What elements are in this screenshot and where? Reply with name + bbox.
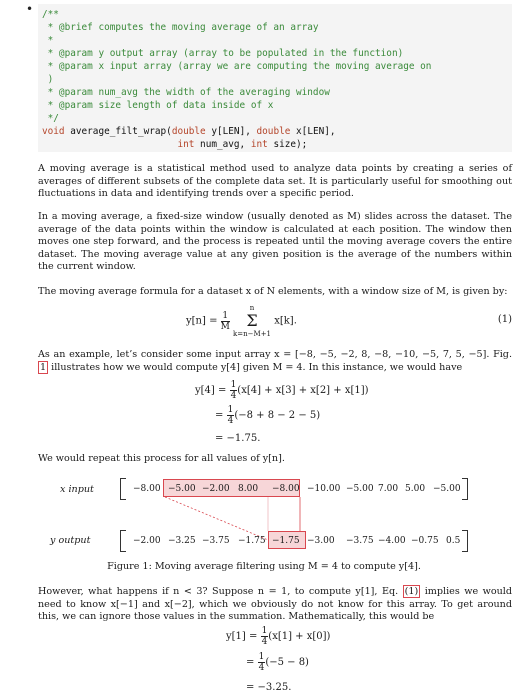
code-comment-line: ) [42,74,54,85]
fraction-numerator: 1 [261,626,268,636]
output-value: −1.75 [238,536,266,546]
equation-y1-line-3: = −3.25. [246,682,292,693]
paragraph-edge-case-text: However, what happens if n < 3? Suppose n = 1, to compute y[1], Eq. [38,586,399,597]
list-bullet: • [26,2,34,16]
summation-upper: n [249,304,255,312]
paragraph-repeat: We would repeat this process for all values of y[n]. [38,453,285,464]
code-comment-line: * @param y output array (array to be populated in the function) [42,48,404,59]
fraction-numerator: 1 [222,310,229,321]
connector-line-left [165,497,268,540]
equation-reference-link[interactable]: (1) [404,586,419,597]
equation-lhs: y[1] = [226,631,258,642]
code-comment-line: * @param x input array (array we are computing the moving average on [42,61,432,72]
input-value: −8.00 [272,484,300,494]
code-comment-line: * @param size length of data inside of x [42,100,274,111]
fraction-numerator: 1 [227,405,234,415]
output-value: −3.75 [346,536,374,546]
code-keyword: int [250,139,268,150]
paragraph-intro: A moving average is a statistical method used to analyze data points by creating a series of averages of different subsets of the complete data set. It is particularly useful for smoothing out fluctuations in data and identifying trends over a specific period. [38,163,512,200]
input-value: −5.00 [346,484,374,494]
figure-caption: Figure 1: Moving average filtering using M = 4 to compute y[4]. [107,561,421,572]
paragraph-example-text: As an example, let’s consider some input array x = [−8, −5, −2, 8, −8, −10, −5, 7, 5, −5]. Fig. [38,349,512,360]
input-value: 8.00 [238,484,259,494]
code-text: y[LEN], [205,126,257,137]
fraction-denominator: 4 [227,416,234,426]
input-value: 5.00 [405,484,426,494]
code-keyword: double [171,126,206,137]
fraction-denominator: 4 [261,637,268,647]
input-value: −5.00 [433,484,461,494]
paragraph-formula-intro: The moving average formula for a dataset x of N elements, with a window size of M, is given by: [38,286,508,297]
output-value: −0.75 [411,536,439,546]
figure-reference-link[interactable]: 1 [40,361,47,373]
equals-sign: = [246,657,255,668]
input-value: 7.00 [378,484,399,494]
equation-rhs: (x[4] + x[3] + x[2] + x[1]) [237,385,369,396]
output-value: −4.00 [378,536,406,546]
fraction-denominator: 4 [230,391,237,401]
fraction-denominator: M [220,321,230,332]
equation-rhs: (x[1] + x[0]) [268,631,331,642]
equation-rhs: (−8 + 8 − 2 − 5) [234,410,321,421]
output-array-label: y output [50,535,91,546]
output-value: −3.75 [202,536,230,546]
output-value: −3.00 [307,536,335,546]
input-value: −5.00 [168,484,196,494]
paragraph-edge-case-text-2: implies we would need to know x[−1] and x[−2], which we obviously do not know for this array. To get around this, we can ignore those values in the summation. Mathematically, this would be [38,586,512,623]
equation-y1-line-1 [226,626,330,647]
code-text: x[LEN], [290,126,336,137]
equation-rhs: (−5 − 8) [265,657,309,668]
equation-rhs: x[k]. [274,315,297,327]
fraction-denominator: 4 [258,663,265,673]
input-value: −8.00 [133,484,161,494]
code-text: num_avg, [194,139,251,150]
paragraph-window: In a moving average, a fixed-size window (usually denoted as M) slides across the dataset. The average of the data points within the window is calculated at each position. The window then moves one step forward, and the process is repeated until the moving average covers the entire dataset. The moving average value at any given position is the average of the numbers within the current window. [38,211,512,273]
equation-number: (1) [497,314,512,325]
code-comment-line: */ [42,113,59,124]
code-keyword: double [256,126,291,137]
output-value: −2.00 [133,536,161,546]
code-text: average_filt_wrap( [64,126,172,137]
output-value: 0.5 [446,536,461,546]
code-comment-line: * @brief computes the moving average of an array [42,22,319,33]
equals-sign: = [215,410,224,421]
code-keyword: int [177,139,195,150]
fraction-numerator: 1 [230,380,237,390]
code-comment-line: * [42,35,54,46]
code-keyword: void [42,126,65,137]
input-value: −2.00 [202,484,230,494]
input-value: −10.00 [307,484,341,494]
code-comment-line: * @param num_avg the width of the averaging window [42,87,330,98]
fraction-numerator: 1 [258,652,265,662]
output-value: −1.75 [272,536,300,546]
equation-lhs: y[4] = [195,385,227,396]
equation-y1-line-2 [246,652,309,673]
equation-lhs: y[n] = [186,315,218,327]
summation-lower: k=n−M+1 [233,330,272,338]
code-comment-line: /** [42,9,59,20]
paragraph-example-text-2: illustrates how we would compute y[4] given M = 4. In this instance, we would have [51,361,463,373]
code-text: size); [267,139,308,150]
output-value: −3.25 [168,536,196,546]
summation-symbol: Σ [246,311,258,330]
input-array-label: x input [60,484,94,495]
equation-y4-line-3: = −1.75. [215,433,261,444]
paragraph-edge-case [38,586,512,624]
